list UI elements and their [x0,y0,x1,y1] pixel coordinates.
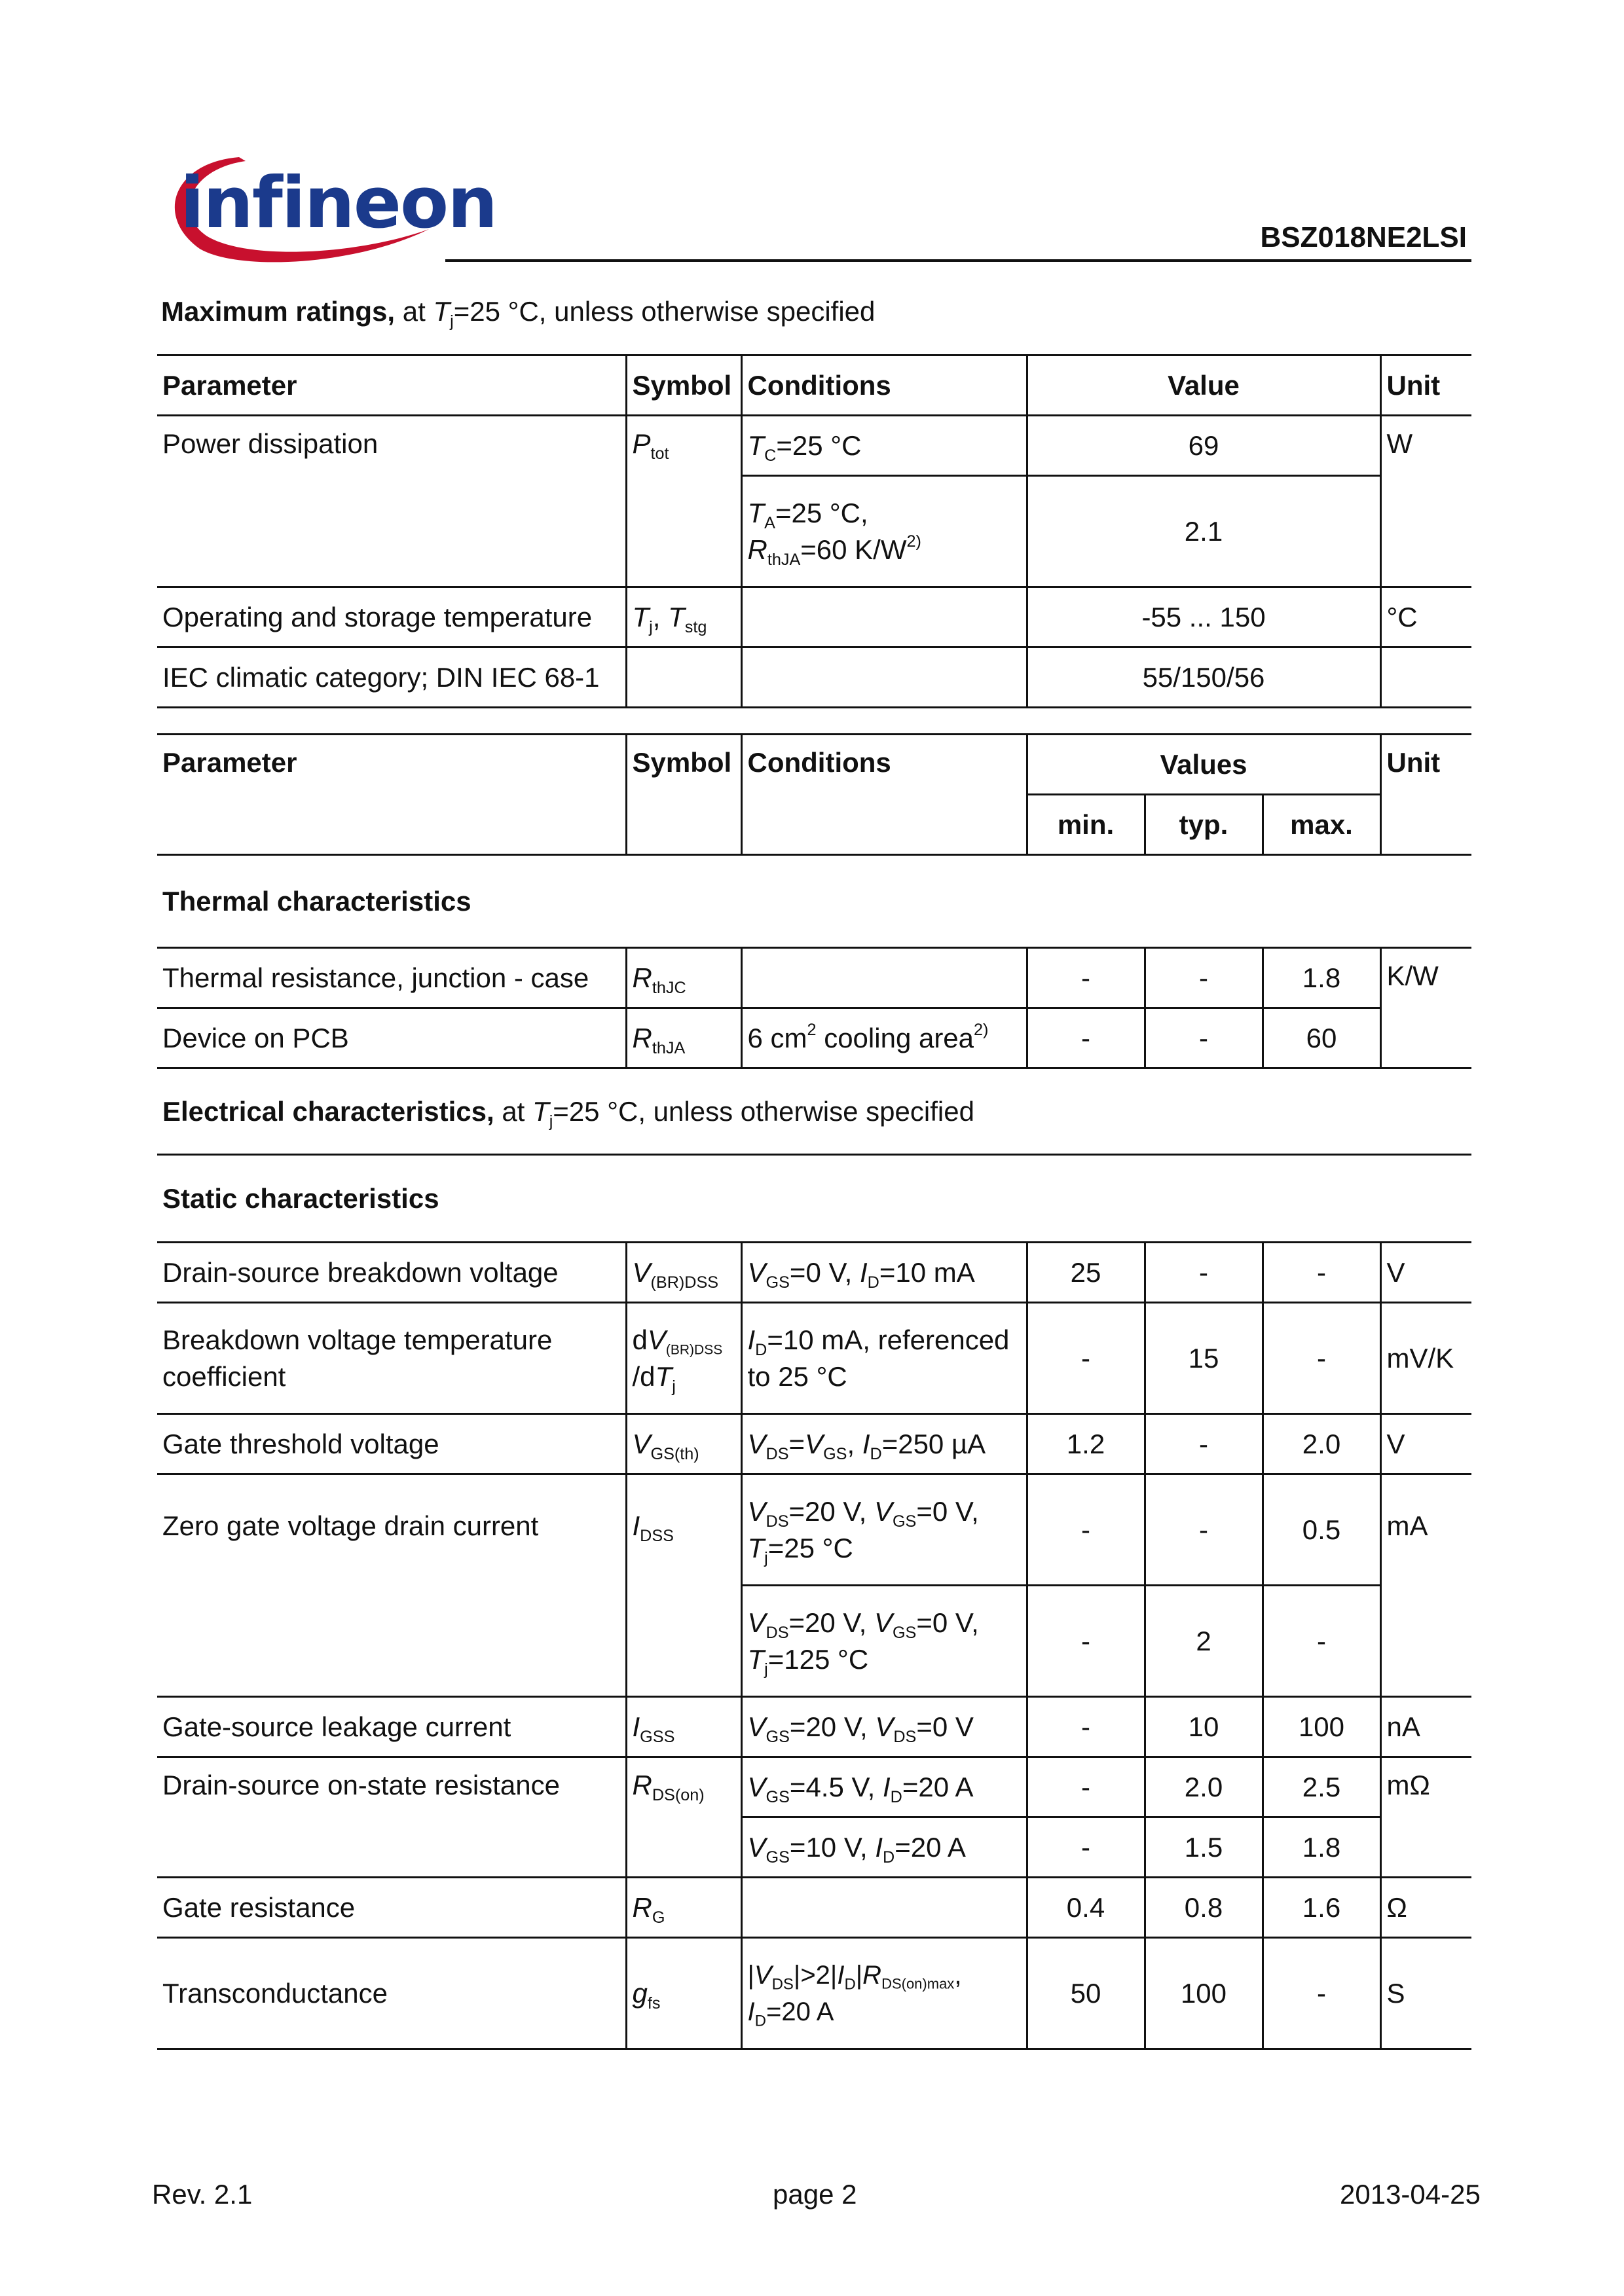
param-rg: Gate resistance [157,1878,626,1938]
header-parameter: Parameter [157,355,626,416]
section-row [157,855,1471,948]
symbol-empty [626,647,741,708]
min-value: 50 [1027,1938,1145,2049]
symbol-vth: $V_{GS(th)}$ [626,1414,741,1474]
infineon-logo [160,151,497,268]
param-rthjc: Thermal resistance, junction - case [157,948,626,1008]
part-number: BSZ018NE2LSI [1260,221,1467,253]
cond-tempco: $I_D=10$ mA, referenced to 25 °C [741,1303,1027,1414]
unit-w: W [1380,416,1471,587]
typ-value: 2 [1145,1586,1263,1697]
max-ratings-header-row [157,355,1471,416]
table-row [157,1474,1471,1586]
min-value: - [1027,1586,1145,1697]
static-title: Static characteristics [157,1155,1471,1243]
symbol-rthjc: $R_{thJC}$ [626,948,741,1008]
header-symbol: Symbol [626,355,741,416]
unit-empty [1380,647,1471,708]
table-row [157,647,1471,708]
min-value: 1.2 [1027,1414,1145,1474]
unit-value: Ω [1380,1878,1471,1938]
table-row [157,1938,1471,2049]
typ-value: - [1145,1474,1263,1586]
table-row [157,587,1471,647]
max-value: - [1263,1243,1380,1303]
cond-gfs: $|V_{DS}|>2|I_D|R_{DS(on)max}$, $I_D=20$ A [741,1938,1027,2049]
symbol-rg: $R_G$ [626,1878,741,1938]
table-row [157,1697,1471,1757]
param-igss: Gate-source leakage current [157,1697,626,1757]
unit-value: V [1380,1243,1471,1303]
unit-value: mA [1380,1474,1471,1697]
unit-degc: °C [1380,587,1471,647]
symbol-rthja: $R_{thJA}$ [626,1008,741,1068]
max-value: - [1263,1303,1380,1414]
typ-value: 1.5 [1145,1817,1263,1878]
cond-ta: $T_A=25$ °C, $R_{thJA}=60$ $K/W^{2)}$ [741,476,1027,587]
typ-value: 0.8 [1145,1878,1263,1938]
max-ratings-title: Maximum ratings, at $T_j=25$ °C, unless otherwise specified [161,296,876,331]
cond-idss-125: $V_{DS}=20$ V, $V_{GS}=0$ V, $T_j=125$ °C [741,1586,1027,1697]
max-value: 0.5 [1263,1474,1380,1586]
header-max: max. [1263,795,1380,855]
max-value: 2.5 [1263,1757,1380,1817]
table-row [157,1008,1471,1068]
symbol-tj-tstg: $T_j$, $T_{stg}$ [626,587,741,647]
cond-bvdss: $V_{GS}=0$ V, $I_D=10$ mA [741,1243,1027,1303]
header-typ: typ. [1145,795,1263,855]
section-row [157,1155,1471,1243]
value-temp-range: -55 ... 150 [1027,587,1380,647]
max-value: 1.8 [1263,948,1380,1008]
param-operating-temp: Operating and storage temperature [157,587,626,647]
min-value: 0.4 [1027,1878,1145,1938]
typ-value: - [1145,1008,1263,1068]
min-value: - [1027,1303,1145,1414]
header-unit: Unit [1380,355,1471,416]
param-rdson: Drain-source on-state resistance [157,1757,626,1878]
thermal-title: Thermal characteristics [157,855,1471,948]
unit-value: mV/K [1380,1303,1471,1414]
cond-empty [741,948,1027,1008]
unit-value: S [1380,1938,1471,2049]
min-value: - [1027,1474,1145,1586]
min-value: 25 [1027,1243,1145,1303]
max-value: 60 [1263,1008,1380,1068]
typ-value: - [1145,948,1263,1008]
max-value: 1.8 [1263,1817,1380,1878]
header-conditions: Conditions [741,355,1027,416]
table-row [157,1414,1471,1474]
min-value: - [1027,1008,1145,1068]
param-gfs: Transconductance [157,1938,626,2049]
typ-value: 15 [1145,1303,1263,1414]
unit-value: nA [1380,1697,1471,1757]
header-values: Values [1027,735,1380,795]
param-iec-category: IEC climatic category; DIN IEC 68-1 [157,647,626,708]
header-unit: Unit [1380,735,1471,855]
table-row [157,1303,1471,1414]
footer-revision: Rev. 2.1 [152,2179,253,2210]
logo-wordmark: infineon [180,162,497,244]
cond-vth: $V_{DS}=V_{GS}$, $I_D=250$ µA [741,1414,1027,1474]
header-parameter: Parameter [157,735,626,855]
cond-rdson-4v5: $V_{GS}=4.5$ V, $I_D=20$ A [741,1757,1027,1817]
header-value: Value [1027,355,1380,416]
symbol-gfs: $g_{fs}$ [626,1938,741,2049]
symbol-ptot: $P_{tot}$ [626,416,741,587]
min-value: - [1027,948,1145,1008]
max-value: - [1263,1586,1380,1697]
table-row [157,416,1471,476]
char-header-row [157,735,1471,795]
footer-page-number: page 2 [773,2179,857,2210]
min-value: - [1027,1817,1145,1878]
unit-value: V [1380,1414,1471,1474]
table-row [157,1878,1471,1938]
unit-value: mΩ [1380,1757,1471,1878]
param-power-dissipation: Power dissipation [157,416,626,587]
max-value: 1.6 [1263,1878,1380,1938]
section-row [157,1068,1471,1155]
header-symbol: Symbol [626,735,741,855]
min-value: - [1027,1757,1145,1817]
cond-empty [741,647,1027,708]
header-rule [445,259,1471,262]
table-row [157,948,1471,1008]
value-iec: 55/150/56 [1027,647,1380,708]
symbol-rdson: $R_{DS(on)}$ [626,1757,741,1878]
value-69: 69 [1027,416,1380,476]
param-idss: Zero gate voltage drain current [157,1474,626,1697]
min-value: - [1027,1697,1145,1757]
max-ratings-table [157,354,1471,708]
cond-igss: $V_{GS}=20$ V, $V_{DS}=0$ V [741,1697,1027,1757]
symbol-igss: $I_{GSS}$ [626,1697,741,1757]
footer-date: 2013-04-25 [1340,2179,1481,2210]
max-value: 2.0 [1263,1414,1380,1474]
cond-tc: $T_C=25$ °C [741,416,1027,476]
param-tempco: Breakdown voltage temperature coefficient [157,1303,626,1414]
table-row [157,1757,1471,1817]
cond-rdson-10v: $V_{GS}=10$ V, $I_D=20$ A [741,1817,1027,1878]
param-device-on-pcb: Device on PCB [157,1008,626,1068]
typ-value: - [1145,1243,1263,1303]
header-conditions: Conditions [741,735,1027,855]
typ-value: 2.0 [1145,1757,1263,1817]
max-value: 100 [1263,1697,1380,1757]
param-bvdss: Drain-source breakdown voltage [157,1243,626,1303]
typ-value: 100 [1145,1938,1263,2049]
cond-idss-25: $V_{DS}=20$ V, $V_{GS}=0$ V, $T_j=25$ °C [741,1474,1027,1586]
cond-empty [741,1878,1027,1938]
unit-kw: K/W [1380,948,1471,1068]
table-row [157,1243,1471,1303]
cond-cooling-area: 6 $cm^2$ cooling area$^{2)}$ [741,1008,1027,1068]
max-value: - [1263,1938,1380,2049]
symbol-bvdss: $V_{(BR)DSS}$ [626,1243,741,1303]
electrical-title: Electrical characteristics, at $T_j=25$ °C, unless otherwise specified [157,1068,1471,1155]
characteristics-table [157,733,1471,2050]
symbol-idss: $I_{DSS}$ [626,1474,741,1697]
param-vth: Gate threshold voltage [157,1414,626,1474]
symbol-tempco: $dV_{(BR)DSS}$ $/dT_j$ [626,1303,741,1414]
value-2-1: 2.1 [1027,476,1380,587]
cond-empty [741,587,1027,647]
typ-value: - [1145,1414,1263,1474]
header-min: min. [1027,795,1145,855]
typ-value: 10 [1145,1697,1263,1757]
